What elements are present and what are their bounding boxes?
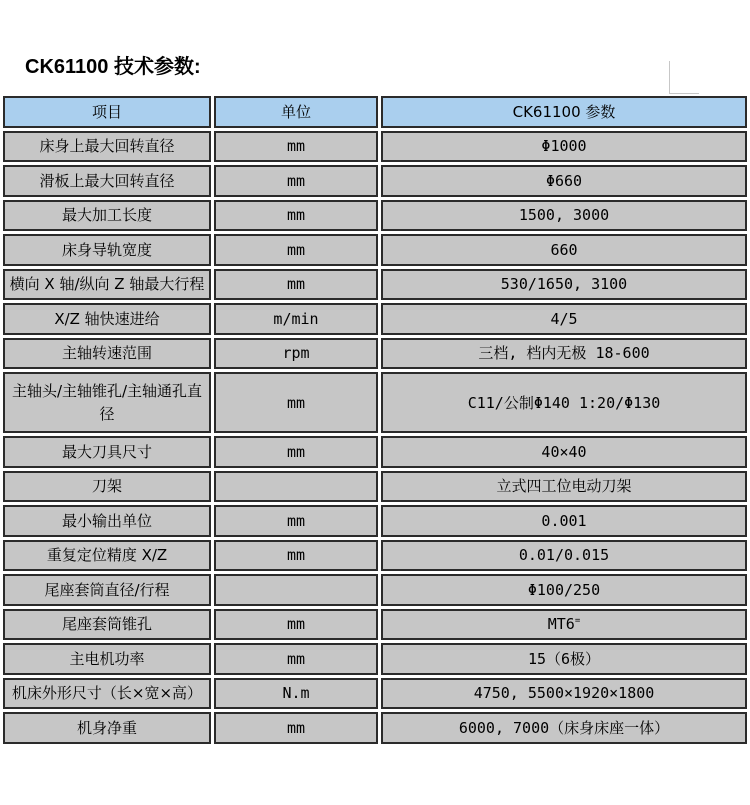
item-cell: 机床外形尺寸（长×宽×高）: [3, 678, 211, 710]
table-row: [3, 338, 747, 370]
value-cell: [381, 609, 747, 641]
item-line-1: 主轴头/主轴锥孔/主轴通孔直: [11, 382, 203, 400]
unit-cell: mm: [214, 269, 378, 301]
mt6-superscript: =: [574, 616, 581, 627]
table-row: [3, 165, 747, 197]
unit-cell: mm: [214, 505, 378, 537]
item-line-2: 径: [99, 404, 115, 423]
item-cell: 滑板上最大回转直径: [3, 165, 211, 197]
unit-cell: mm: [214, 234, 378, 266]
value-cell: Φ100/250: [381, 574, 747, 606]
value-cell: 530/1650, 3100: [381, 269, 747, 301]
page-title: CK61100 技术参数:: [25, 56, 201, 78]
value-cell: 立式四工位电动刀架: [381, 471, 747, 503]
table-row: [3, 234, 747, 266]
unit-cell: mm: [214, 540, 378, 572]
value-cell: 40×40: [381, 436, 747, 468]
table-row: [3, 471, 747, 503]
item-cell: 床身上最大回转直径: [3, 131, 211, 163]
value-cell: 三档, 档内无极 18-600: [381, 338, 747, 370]
header-value-cell: CK61100 参数: [381, 96, 747, 128]
item-cell: 最小输出单位: [3, 505, 211, 537]
value-cell: 4/5: [381, 303, 747, 335]
value-cell: 660: [381, 234, 747, 266]
unit-cell: mm: [214, 712, 378, 744]
item-cell: 主轴转速范围: [3, 338, 211, 370]
item-cell: 尾座套筒直径/行程: [3, 574, 211, 606]
item-cell: [3, 372, 211, 433]
unit-cell: mm: [214, 131, 378, 163]
table-row: [3, 303, 747, 335]
table-row: [3, 200, 747, 232]
value-cell: 4750, 5500×1920×1800: [381, 678, 747, 710]
value-cell: 1500, 3000: [381, 200, 747, 232]
unit-cell: N.m: [214, 678, 378, 710]
header-row: [3, 96, 747, 128]
value-cell: Φ660: [381, 165, 747, 197]
table-row: [3, 609, 747, 641]
header-item-cell: 项目: [3, 96, 211, 128]
page-corner-mark: [669, 61, 699, 94]
item-cell: 最大加工长度: [3, 200, 211, 232]
value-cell: 6000, 7000（床身床座一体）: [381, 712, 747, 744]
value-cell: Φ1000: [381, 131, 747, 163]
table-row: [3, 712, 747, 744]
table-row: [3, 678, 747, 710]
item-cell: 横向 X 轴/纵向 Z 轴最大行程: [3, 269, 211, 301]
table-row: [3, 436, 747, 468]
unit-cell: rpm: [214, 338, 378, 370]
table-row: [3, 540, 747, 572]
value-cell: C11/公制Φ140 1:20/Φ130: [381, 372, 747, 433]
unit-cell: mm: [214, 436, 378, 468]
item-cell: X/Z 轴快速进给: [3, 303, 211, 335]
spec-table: [0, 93, 750, 747]
item-cell: 重复定位精度 X/Z: [3, 540, 211, 572]
value-text: MT6: [547, 615, 575, 634]
item-cell: 床身导轨宽度: [3, 234, 211, 266]
item-cell: 最大刀具尺寸: [3, 436, 211, 468]
item-cell: 主电机功率: [3, 643, 211, 675]
unit-cell: [214, 574, 378, 606]
unit-cell: mm: [214, 609, 378, 641]
unit-cell: mm: [214, 165, 378, 197]
unit-cell: [214, 471, 378, 503]
value-cell: 0.001: [381, 505, 747, 537]
value-cell: 15（6极）: [381, 643, 747, 675]
table-row: [3, 643, 747, 675]
header-unit-cell: 单位: [214, 96, 378, 128]
item-cell: 机身净重: [3, 712, 211, 744]
value-cell: 0.01/0.015: [381, 540, 747, 572]
table-row: [3, 372, 747, 433]
table-row: [3, 269, 747, 301]
item-cell: 刀架: [3, 471, 211, 503]
unit-cell: mm: [214, 372, 378, 433]
item-cell: 尾座套筒锥孔: [3, 609, 211, 641]
table-row: [3, 131, 747, 163]
unit-cell: mm: [214, 200, 378, 232]
table-row: [3, 505, 747, 537]
unit-cell: m/min: [214, 303, 378, 335]
table-row: [3, 574, 747, 606]
unit-cell: mm: [214, 643, 378, 675]
